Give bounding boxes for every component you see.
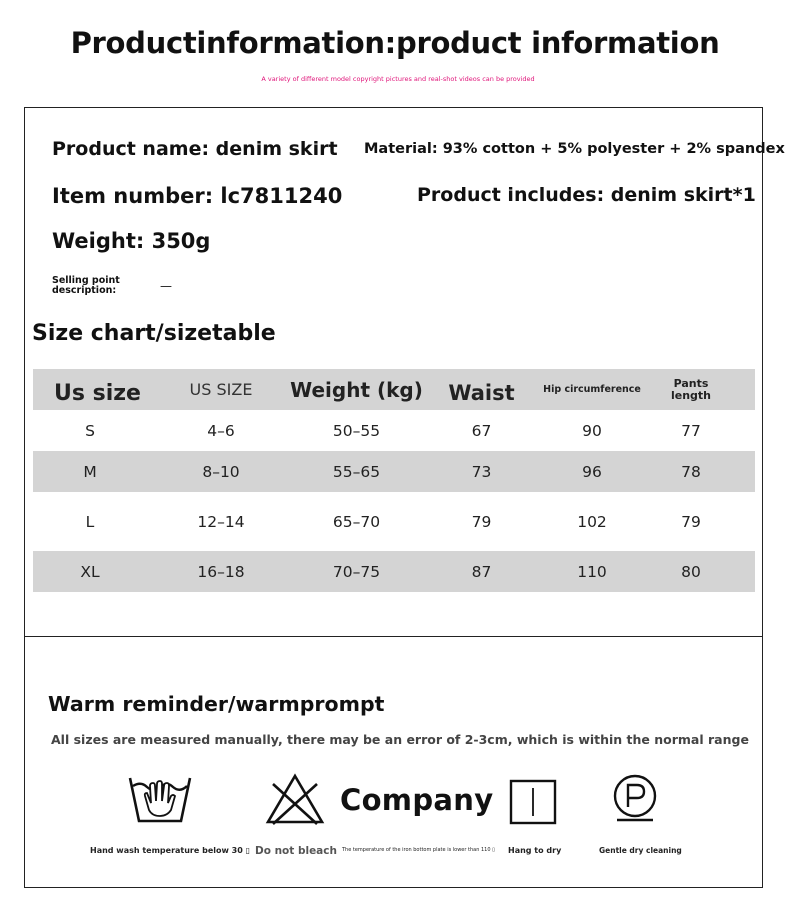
table-cell: M bbox=[83, 462, 97, 481]
table-cell: 8–10 bbox=[202, 462, 240, 481]
selling-point-value: — bbox=[160, 279, 172, 293]
table-cell: 67 bbox=[471, 421, 492, 440]
table-row bbox=[33, 551, 755, 592]
table-row bbox=[33, 410, 755, 451]
product-weight: Weight: 350g bbox=[52, 229, 211, 253]
column-header: Waist bbox=[448, 380, 515, 405]
item-number: Item number: lc7811240 bbox=[52, 184, 343, 208]
reminder-heading: Warm reminder/warmprompt bbox=[48, 692, 385, 716]
hang-dry-icon bbox=[509, 779, 557, 825]
dry-clean-label: Gentle dry cleaning bbox=[599, 846, 682, 855]
table-header-row bbox=[33, 369, 755, 410]
hand-wash-label: Hand wash temperature below 30 ▯ bbox=[90, 846, 250, 855]
size-chart-heading: Size chart/sizetable bbox=[32, 321, 276, 346]
table-cell: L bbox=[85, 512, 95, 531]
product-includes: Product includes: denim skirt*1 bbox=[417, 184, 756, 206]
table-cell: 16–18 bbox=[197, 562, 245, 581]
dry-clean-icon bbox=[611, 774, 659, 822]
do-not-bleach-label: Do not bleach bbox=[255, 845, 337, 857]
column-header: Hip circumference bbox=[543, 384, 641, 395]
iron-label: The temperature of the iron bottom plate is lower than 110 ▯ bbox=[342, 847, 495, 853]
table-cell: 4–6 bbox=[207, 421, 235, 440]
table-cell: 79 bbox=[471, 512, 492, 531]
do-not-bleach-icon bbox=[265, 772, 325, 826]
column-header: Weight (kg) bbox=[290, 377, 423, 402]
company-text: Company bbox=[340, 783, 494, 817]
table-cell: 80 bbox=[681, 562, 701, 581]
table-cell: 90 bbox=[582, 421, 602, 440]
table-row bbox=[33, 501, 755, 542]
hang-dry-label: Hang to dry bbox=[508, 846, 562, 855]
pants-length-header: Pants length bbox=[670, 376, 712, 402]
table-cell: XL bbox=[80, 562, 100, 581]
table-cell: 55–65 bbox=[332, 462, 381, 481]
selling-point-label: Selling point description: bbox=[52, 275, 120, 296]
table-cell: 79 bbox=[681, 512, 701, 531]
column-header: US SIZE bbox=[189, 380, 253, 399]
table-cell: 96 bbox=[582, 462, 602, 481]
table-row bbox=[33, 451, 755, 492]
table-cell: 102 bbox=[577, 512, 607, 531]
product-material: Material: 93% cotton + 5% polyester + 2% spandex bbox=[364, 141, 785, 157]
hand-wash-icon bbox=[127, 774, 193, 826]
size-table bbox=[33, 369, 755, 592]
table-cell: 12–14 bbox=[197, 512, 245, 531]
table-cell: 50–55 bbox=[332, 421, 381, 440]
table-cell: S bbox=[85, 421, 95, 440]
reminder-text: All sizes are measured manually, there may be an error of 2-3cm, which is within the normal range bbox=[51, 732, 749, 747]
column-header: Us size bbox=[54, 381, 141, 406]
column-header bbox=[653, 369, 729, 410]
table-cell: 73 bbox=[471, 462, 492, 481]
page-subtitle: A variety of different model copyright pictures and real-shot videos can be provided bbox=[261, 75, 535, 83]
table-cell: 70–75 bbox=[332, 562, 381, 581]
table-cell: 78 bbox=[681, 462, 701, 481]
product-name: Product name: denim skirt bbox=[52, 138, 338, 160]
table-cell: 77 bbox=[681, 421, 701, 440]
page-title: Productinformation:product information bbox=[70, 26, 720, 60]
table-cell: 87 bbox=[471, 562, 492, 581]
table-cell: 110 bbox=[577, 562, 607, 581]
table-cell: 65–70 bbox=[332, 512, 381, 531]
